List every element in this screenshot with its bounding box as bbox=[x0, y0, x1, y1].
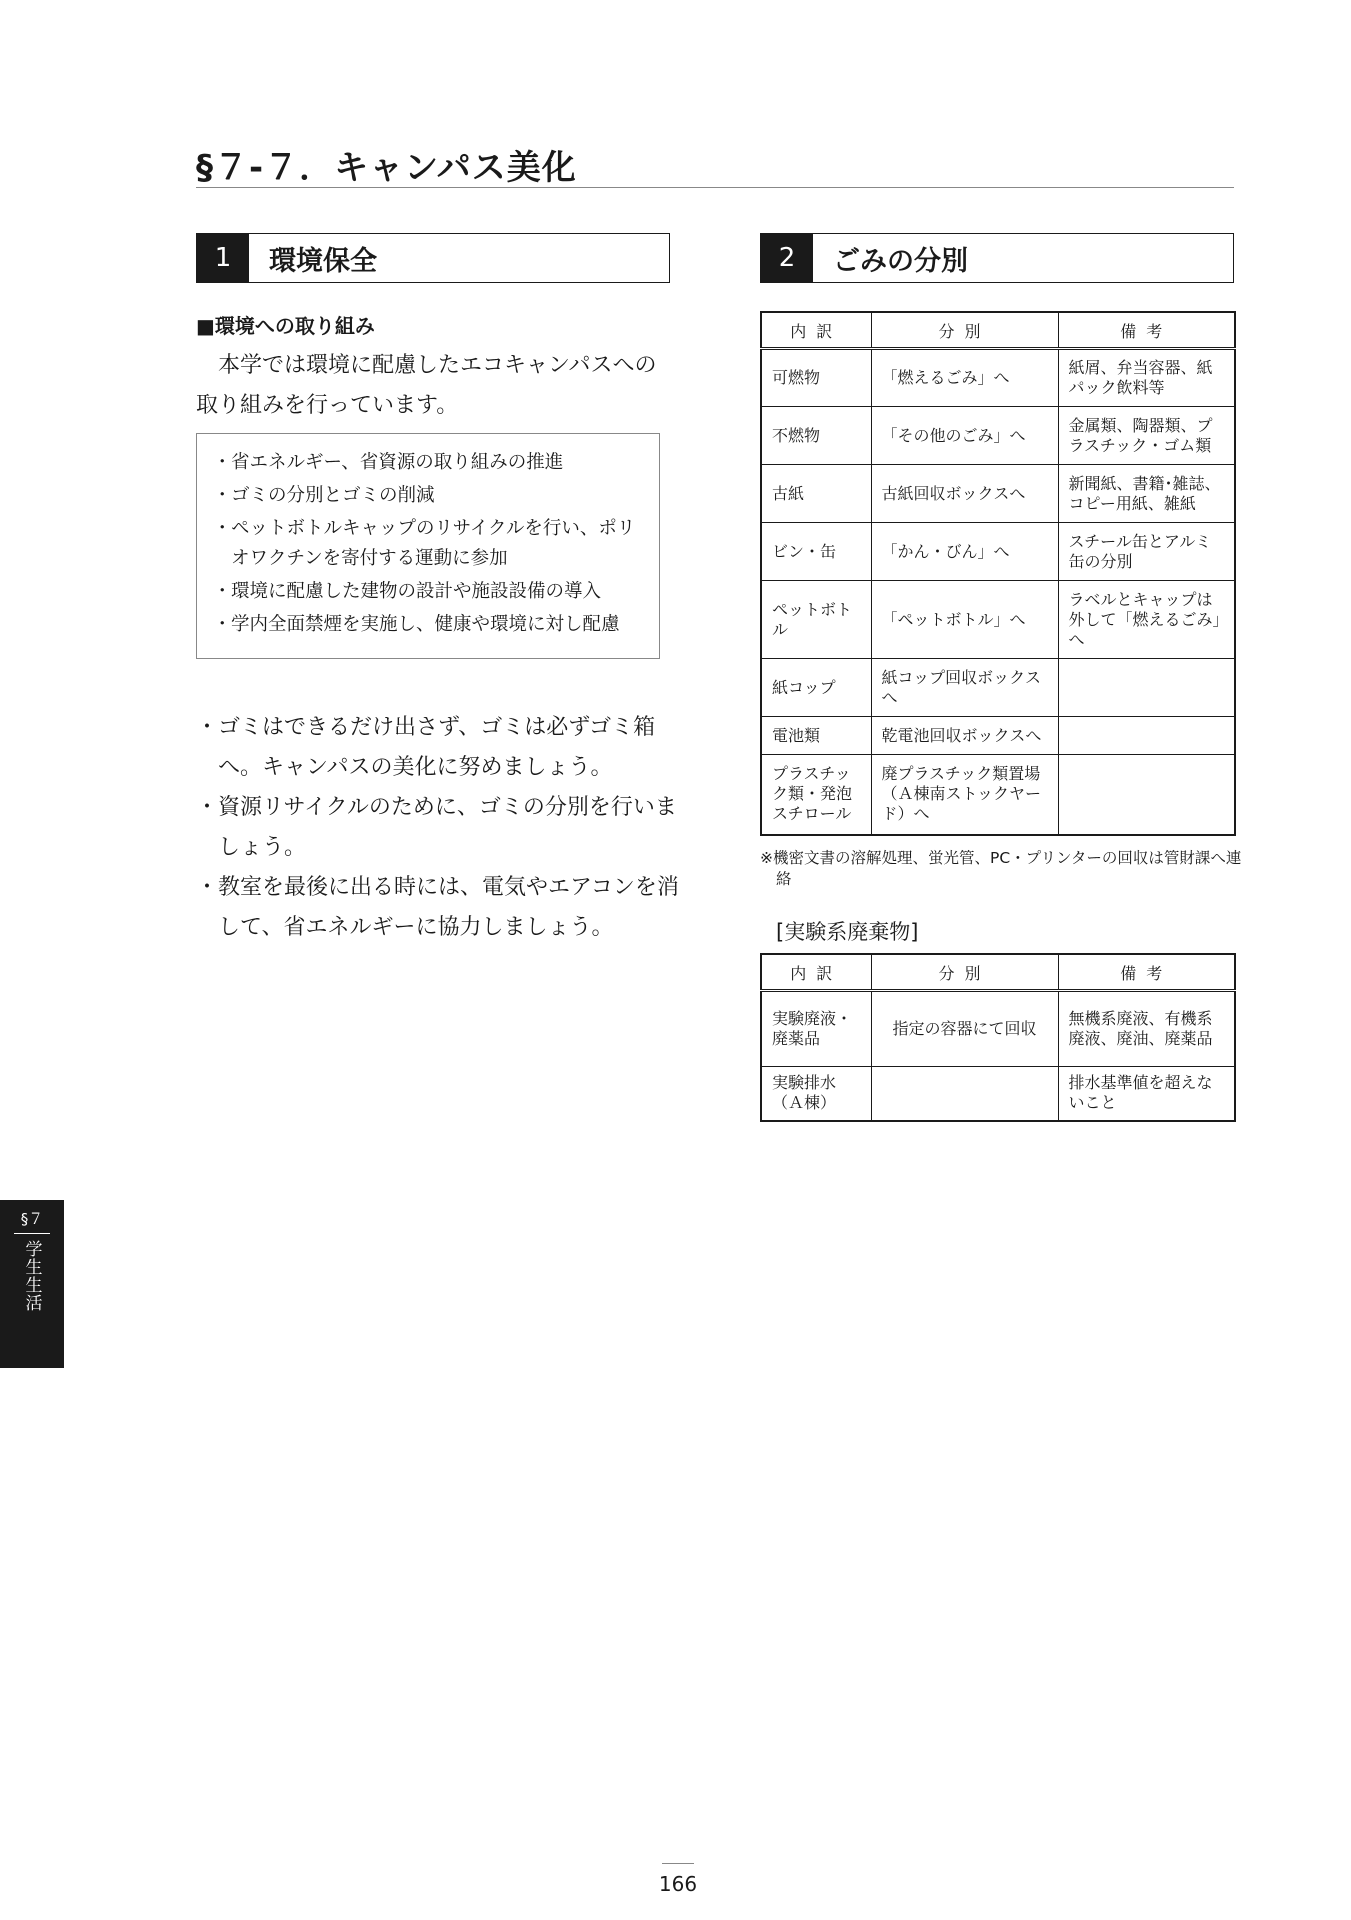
waste-sorting-table bbox=[760, 311, 1236, 836]
page-title: §７-７．キャンパス美化 bbox=[196, 148, 577, 188]
cell-sort: 「燃えるごみ」へ bbox=[871, 349, 1058, 407]
cell-note bbox=[1058, 659, 1235, 717]
cell-item: 古紙 bbox=[761, 465, 871, 523]
initiative-item: ・ 省エネルギー、省資源の取り組みの推進 bbox=[213, 448, 643, 478]
environment-intro: 本学では環境に配慮したエコキャンパスへの取り組みを行っています。 bbox=[196, 353, 657, 418]
initiative-item: ・ 学内全面禁煙を実施し、健康や環境に対し配慮 bbox=[213, 610, 643, 640]
initiative-item: ・ 環境に配慮した建物の設計や施設設備の導入 bbox=[213, 577, 643, 607]
guideline-item: ・ ゴミはできるだけ出さず、ゴミは必ずゴミ箱へ。キャンパスの美化に努めましょう。 bbox=[196, 708, 682, 788]
cell-note: 新聞紙、書籍･雑誌、コピー用紙、雑紙 bbox=[1058, 465, 1235, 523]
section-2-label: ごみの分別 bbox=[833, 245, 968, 277]
cell-item: 不燃物 bbox=[761, 407, 871, 465]
cell-item: 紙コップ bbox=[761, 659, 871, 717]
cell-item: 実験廃液・廃薬品 bbox=[761, 991, 871, 1067]
initiative-item: ・ ペットボトルキャップのリサイクルを行い、ポリオワクチンを寄付する運動に参加 bbox=[213, 514, 643, 574]
header-sort: 分別 bbox=[871, 312, 1058, 349]
environment-initiatives-box bbox=[196, 433, 660, 659]
environment-subhead: ■環境への取り組み bbox=[196, 314, 375, 338]
cell-sort: 紙コップ回収ボックスへ bbox=[871, 659, 1058, 717]
header-note: 備考 bbox=[1058, 954, 1235, 991]
header-note: 備考 bbox=[1058, 312, 1235, 349]
section-2-number: 2 bbox=[761, 234, 813, 282]
cell-note: スチール缶とアルミ缶の分別 bbox=[1058, 523, 1235, 581]
side-chapter-tab bbox=[0, 1200, 64, 1368]
cell-note: 無機系廃液、有機系廃液、廃油、廃薬品 bbox=[1058, 991, 1235, 1067]
table-row bbox=[761, 349, 1235, 407]
cell-note: ラベルとキャップは外して「燃えるごみ」へ bbox=[1058, 581, 1235, 659]
cell-note: 金属類、陶器類、プラスチック・ゴム類 bbox=[1058, 407, 1235, 465]
guideline-item: ・ 資源リサイクルのために、ゴミの分別を行いましょう。 bbox=[196, 788, 682, 868]
guideline-item: ・ 教室を最後に出る時には、電気やエアコンを消して、省エネルギーに協力しましょう。 bbox=[196, 868, 682, 948]
header-item: 内訳 bbox=[761, 954, 871, 991]
cell-note bbox=[1058, 717, 1235, 755]
table-row bbox=[761, 755, 1235, 835]
header-sort: 分別 bbox=[871, 954, 1058, 991]
cell-sort: 乾電池回収ボックスへ bbox=[871, 717, 1058, 755]
cell-item: 電池類 bbox=[761, 717, 871, 755]
table-row bbox=[761, 523, 1235, 581]
footnote: ※機密文書の溶解処理、蛍光管、PC・プリンターの回収は管財課へ連絡 bbox=[760, 849, 1242, 888]
table-row bbox=[761, 991, 1235, 1067]
lab-waste-table bbox=[760, 953, 1236, 1122]
cell-note: 排水基準値を超えないこと bbox=[1058, 1067, 1235, 1121]
side-tab-label: 学生生活 bbox=[21, 1240, 42, 1312]
cell-note bbox=[1058, 755, 1235, 835]
cell-sort: 指定の容器にて回収 bbox=[871, 991, 1058, 1067]
cell-sort: 「その他のごみ」へ bbox=[871, 407, 1058, 465]
table-row bbox=[761, 465, 1235, 523]
cell-item: ビン・缶 bbox=[761, 523, 871, 581]
lab-waste-heading: [実験系廃棄物] bbox=[776, 920, 919, 944]
cell-sort: 廃プラスチック類置場（Ａ棟南ストックヤード）へ bbox=[871, 755, 1058, 835]
section-2-header bbox=[760, 233, 1234, 283]
cell-item: 可燃物 bbox=[761, 349, 871, 407]
page-number: 166 bbox=[658, 1872, 698, 1896]
cell-sort: 「かん・びん」へ bbox=[871, 523, 1058, 581]
cell-sort bbox=[871, 1067, 1058, 1121]
title-divider bbox=[196, 187, 1234, 188]
campus-guidelines bbox=[196, 708, 682, 948]
cell-item: ペットボトル bbox=[761, 581, 871, 659]
table-row bbox=[761, 581, 1235, 659]
section-1-number: 1 bbox=[197, 234, 249, 282]
section-1-header bbox=[196, 233, 670, 283]
header-item: 内訳 bbox=[761, 312, 871, 349]
table-row bbox=[761, 717, 1235, 755]
side-tab-divider bbox=[14, 1233, 50, 1234]
initiative-item: ・ ゴミの分別とゴミの削減 bbox=[213, 481, 643, 511]
cell-item: プラスチック類・発泡スチロール bbox=[761, 755, 871, 835]
table-row bbox=[761, 1067, 1235, 1121]
page-number-rule bbox=[662, 1863, 694, 1864]
side-tab-section: §７ bbox=[20, 1210, 44, 1228]
table-row bbox=[761, 407, 1235, 465]
table-row bbox=[761, 659, 1235, 717]
section-1-label: 環境保全 bbox=[269, 245, 377, 277]
cell-sort: 「ペットボトル」へ bbox=[871, 581, 1058, 659]
cell-note: 紙屑、弁当容器、紙パック飲料等 bbox=[1058, 349, 1235, 407]
cell-sort: 古紙回収ボックスへ bbox=[871, 465, 1058, 523]
cell-item: 実験排水（Ａ棟） bbox=[761, 1067, 871, 1121]
